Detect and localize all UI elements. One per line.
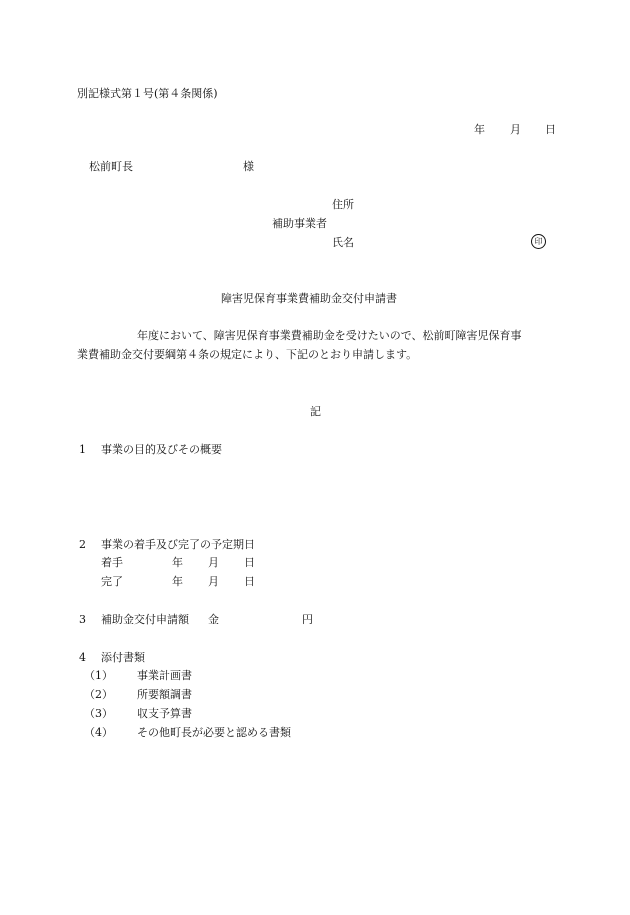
end-year-label: 年 <box>172 575 183 588</box>
seal-mark: 印 <box>531 234 546 249</box>
date-year-label: 年 <box>474 123 485 136</box>
end-label: 完了 <box>101 575 123 588</box>
section-2-label: 事業の着手及び完了の予定期日 <box>101 538 255 551</box>
amount-yen-label: 円 <box>302 613 313 626</box>
section-3-number: 3 <box>79 613 86 626</box>
document-title: 障害児保育事業費補助金交付申請書 <box>221 292 397 305</box>
section-1-number: 1 <box>79 443 86 456</box>
address-label: 住所 <box>332 198 354 211</box>
addressee-honorific: 様 <box>243 160 254 173</box>
attachment-3-number: （3） <box>84 707 113 720</box>
attachment-2-text: 所要額調書 <box>137 688 192 701</box>
start-year-label: 年 <box>172 556 183 569</box>
attachment-4-text: その他町長が必要と認める書類 <box>137 726 291 739</box>
addressee-name: 松前町長 <box>89 160 133 173</box>
section-1-label: 事業の目的及びその概要 <box>101 443 222 456</box>
form-number: 別記様式第１号(第４条関係) <box>77 87 218 100</box>
attachment-1-text: 事業計画書 <box>137 669 192 682</box>
amount-kin-label: 金 <box>208 613 219 626</box>
body-text-line-1: 年度において、障害児保育事業費補助金を受けたいので、松前町障害児保育事 <box>137 329 522 342</box>
end-month-label: 月 <box>208 575 219 588</box>
section-4-label: 添付書類 <box>101 651 145 664</box>
section-4-number: 4 <box>79 651 86 664</box>
start-month-label: 月 <box>208 556 219 569</box>
attachment-4-number: （4） <box>84 726 113 739</box>
section-2-number: 2 <box>79 538 86 551</box>
attachment-3-text: 収支予算書 <box>137 707 192 720</box>
ki-heading: 記 <box>310 405 321 418</box>
attachment-1-number: （1） <box>84 669 113 682</box>
applicant-role-label: 補助事業者 <box>272 217 327 230</box>
date-month-label: 月 <box>510 123 521 136</box>
start-day-label: 日 <box>244 556 255 569</box>
body-text-line-2: 業費補助金交付要綱第４条の規定により、下記のとおり申請します。 <box>77 348 418 361</box>
section-3-label: 補助金交付申請額 <box>101 613 189 626</box>
end-day-label: 日 <box>244 575 255 588</box>
date-day-label: 日 <box>545 123 556 136</box>
name-label: 氏名 <box>332 236 354 249</box>
start-label: 着手 <box>101 556 123 569</box>
attachment-2-number: （2） <box>84 688 113 701</box>
